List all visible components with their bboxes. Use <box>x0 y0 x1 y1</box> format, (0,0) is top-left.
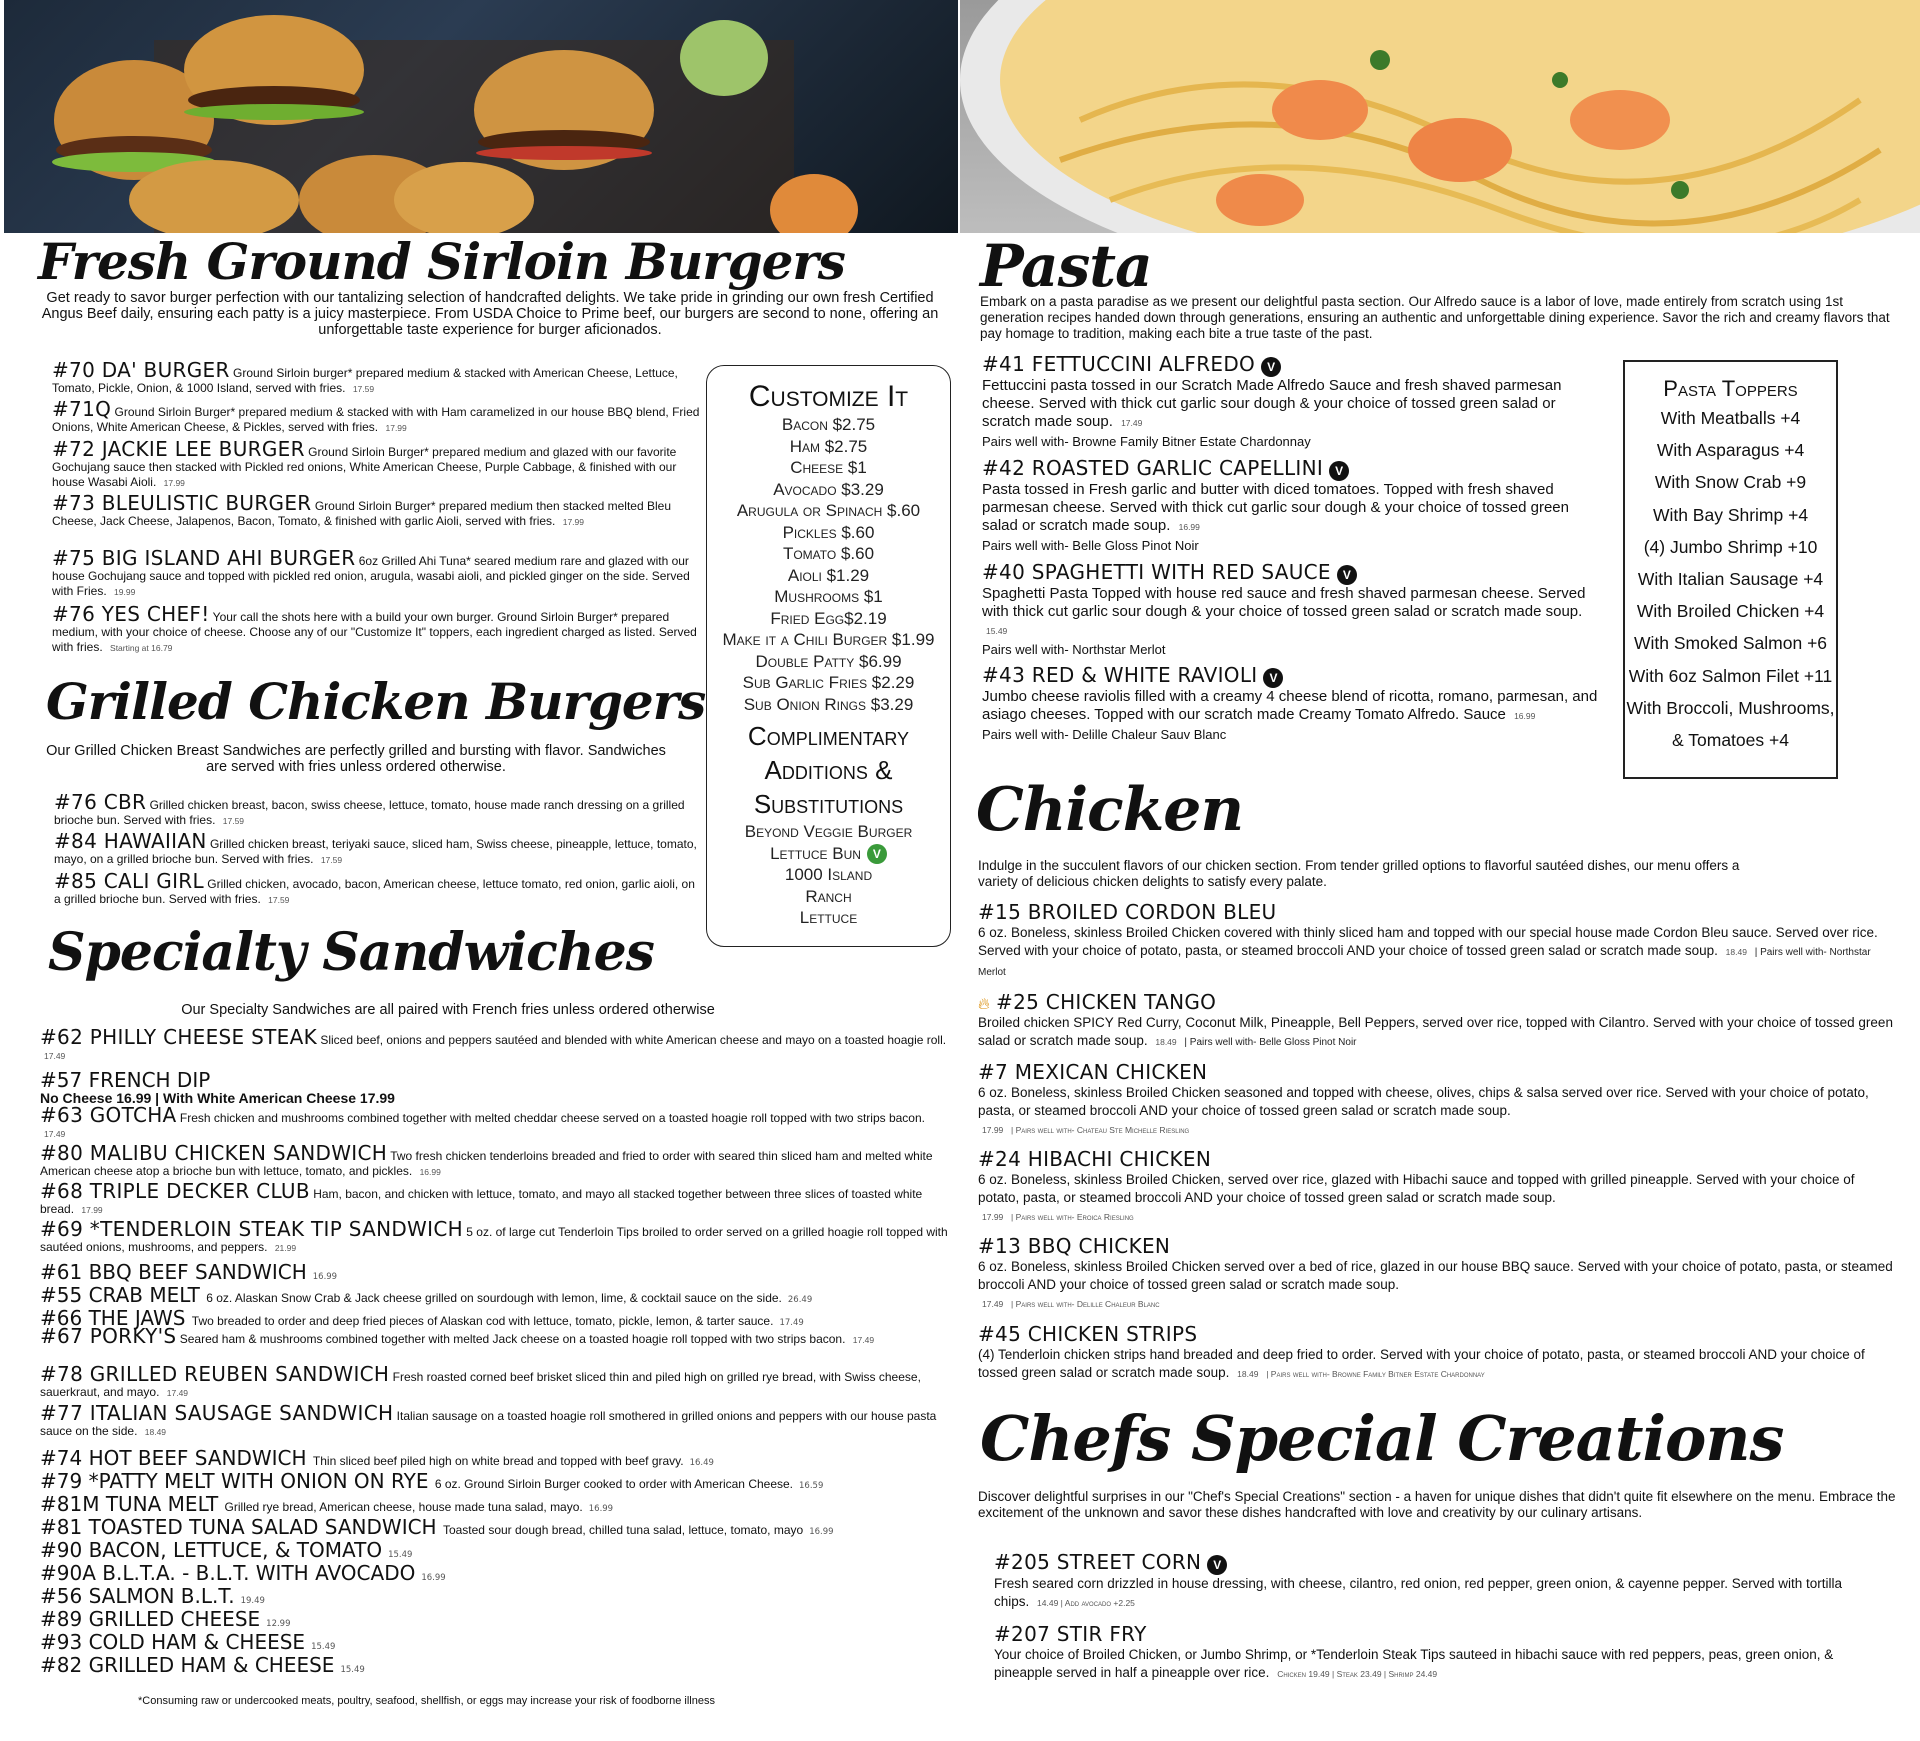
item-price: Chicken 19.49 | Steak 23.49 | Shrimp 24.49 <box>1277 1669 1438 1679</box>
item-pairing: | Pairs well with- Chateau Ste Michelle Riesling <box>1011 1125 1190 1135</box>
item-name: #81M TUNA MELT <box>40 1492 219 1516</box>
item-price: 16.99 <box>419 1167 441 1177</box>
menu-item <box>54 829 704 868</box>
item-price: 16.49 <box>689 1458 714 1468</box>
menu-item <box>40 1217 950 1256</box>
pasta-toppers-box <box>1623 360 1838 779</box>
item-name: #66 THE JAWS <box>40 1306 186 1330</box>
menu-item <box>52 491 702 530</box>
item-name: #69 *TENDERLOIN STEAK TIP SANDWICH <box>40 1217 463 1241</box>
item-name <box>978 990 1216 1014</box>
pasta-photo-illustration <box>960 0 1920 233</box>
item-desc: Grilled chicken, avocado, bacon, American cheese, lettuce tomato, red onion, garlic aioli, on a grilled brioche bun. Served with fries. <box>54 877 695 906</box>
item-name: #63 GOTCHA <box>40 1103 177 1127</box>
item-price: 19.99 <box>114 587 136 597</box>
item-desc: 6 oz. Boneless, skinless Broiled Chicken covered with thinly sliced ham and topped with our special house made Cordon Bleu sauce. Served over rice. Served with your choice of potato, pasta, or steamed broccoli AND your choice of tossed green salad or scratch made soup. <box>978 925 1878 958</box>
sandwiches-intro: Our Specialty Sandwiches are all paired with French fries unless ordered otherwise <box>181 1002 715 1018</box>
item-name: #42 ROASTED GARLIC CAPELLINI <box>982 456 1324 480</box>
veggie-icon: V <box>1337 565 1357 585</box>
item-name: #74 HOT BEEF SANDWICH <box>40 1446 307 1470</box>
item-name: #78 GRILLED REUBEN SANDWICH <box>40 1362 390 1386</box>
item-name: #61 BBQ BEEF SANDWICH <box>40 1260 307 1284</box>
item-desc: Your choice of Broiled Chicken, or Jumbo Shrimp, or *Tenderloin Steak Tips sauteed in hibachi sauce with red peppers, peas, green onion, & pineapple served in half a pineapple over rice. <box>994 1647 1834 1680</box>
complimentary-line: Ranch <box>805 886 852 906</box>
item-desc: 5 oz. of large cut Tenderloin Tips broiled to order served on a grilled hoagie roll topped with sautéed onions, mushrooms, and peppers. <box>40 1225 948 1254</box>
item-price: 16.99 <box>588 1504 614 1514</box>
burgers-title: Fresh Ground Sirloin Burgers <box>38 232 845 291</box>
item-price: 17.49 <box>1121 418 1143 429</box>
customize-line: Make it a Chili Burger $1.99 <box>722 630 935 649</box>
topper-option: With Italian Sausage +4 <box>1637 569 1824 590</box>
item-name-text: #25 CHICKEN TANGO <box>996 990 1217 1014</box>
item-price: 17.49 <box>852 1335 875 1345</box>
menu-item <box>978 1060 1898 1139</box>
menu-item <box>40 1324 940 1348</box>
item-price: 19.49 <box>240 1596 265 1606</box>
item-price: 16.59 <box>799 1481 824 1491</box>
item-desc: Fettuccini pasta tossed in our Scratch Made Alfredo Sauce and fresh shaved parmesan cheese. Served with thick cut garlic sour dough & your choice of tossed green salad or scratch made soup. <box>982 377 1562 431</box>
menu-item <box>978 990 1898 1052</box>
pasta-photo <box>960 0 1920 233</box>
menu-item <box>52 602 702 656</box>
complimentary-title: Complimentary Additions & Substitutions <box>747 721 910 819</box>
menu-item <box>982 456 1602 555</box>
item-name: #89 GRILLED CHEESE <box>40 1607 261 1631</box>
item-name: #13 BBQ CHICKEN <box>978 1234 1171 1258</box>
item-price: 17.59 <box>268 895 290 905</box>
menu-item <box>982 352 1602 451</box>
customize-line: Ham $2.75 <box>789 436 868 456</box>
menu-item <box>40 1492 613 1516</box>
item-price: 17.59 <box>352 384 375 394</box>
item-name: #82 GRILLED HAM & CHEESE <box>40 1653 335 1677</box>
item-name: #75 BIG ISLAND AHI BURGER <box>52 546 356 570</box>
item-desc: Ground Sirloin Burger* prepared medium and glazed with our favorite Gochujang sauce then stacked with Pickled red onions, White American Cheese, Purple Cabbage, & finished with our house Wasabi Aioli. <box>52 445 677 489</box>
item-price: 17.99 <box>385 423 407 433</box>
item-desc: Fresh chicken and mushrooms combined together with melted cheddar cheese served on a toasted hoagie roll topped with two strips bacon. <box>179 1111 925 1125</box>
menu-item <box>982 663 1602 744</box>
item-pairing: | Pairs well with- Belle Gloss Pinot Noir <box>1184 1037 1357 1048</box>
customize-line: Mushrooms $1 <box>774 587 883 606</box>
menu-item <box>40 1653 365 1677</box>
item-desc: Italian sausage on a toasted hoagie roll smothered in grilled onions and peppers with our house pasta sauce on the side. <box>40 1409 937 1438</box>
item-desc: Toasted sour dough bread, chilled tuna salad, lettuce, tomato, mayo <box>442 1523 804 1537</box>
item-price: 15.49 <box>340 1665 365 1675</box>
topper-option: With Bay Shrimp +4 <box>1652 504 1809 525</box>
burger-photo-illustration <box>4 0 958 233</box>
menu-item <box>40 1607 291 1631</box>
item-desc: Jumbo cheese raviolis filled with a creamy 4 cheese blend of ricotta, romano, parmesan, and asiago cheeses. Topped with our scratch made Creamy Tomato Alfredo. Sauce <box>982 688 1598 724</box>
item-name: #41 FETTUCCINI ALFREDO <box>982 352 1256 376</box>
item-name: #71Q <box>52 397 112 421</box>
topper-option: With Broccoli, Mushrooms, <box>1626 697 1835 718</box>
menu-item <box>52 397 702 436</box>
item-name: #7 MEXICAN CHICKEN <box>978 1060 1208 1084</box>
foodborne-illness-disclaimer: *Consuming raw or undercooked meats, poultry, seafood, shellfish, or eggs may increase your risk of foodborne illness <box>138 1695 715 1707</box>
burgers-intro: Get ready to savor burger perfection with our tantalizing selection of handcrafted delights. We take pride in grinding our own fresh Certified Angus Beef daily, ensuring each patty is a juicy masterpiece. From USDA Choice to Prime beef, our burgers are second to none, offering an unforgettable taste experience for burger aficionados. <box>41 290 939 338</box>
complimentary-line: Beyond Veggie Burger <box>744 822 913 841</box>
item-desc: (4) Tenderloin chicken strips hand breaded and deep fried to order. Served with your choice of potato, pasta, or steamed broccoli AND your choice of tossed green salad or scratch made soup. <box>978 1347 1865 1380</box>
item-desc: Fresh seared corn drizzled in house dressing, with cheese, cilantro, red onion, red pepper, green onion, & cayenne pepper. Served with tortilla chips. <box>994 1576 1842 1610</box>
menu-item <box>54 790 704 829</box>
item-desc: Ground Sirloin burger* prepared medium & stacked with American Cheese, Lettuce, Tomato, Pickle, Onion, & 1000 Island, served with fries. <box>52 366 678 395</box>
item-desc: Ground Sirloin Burger* prepared medium & stacked with with Ham caramelized in our house BBQ blend, Fried Onions, White American Cheese, & Pickles, served with fries. <box>52 405 700 434</box>
item-name: #81 TOASTED TUNA SALAD SANDWICH <box>40 1515 437 1539</box>
item-name: #72 JACKIE LEE BURGER <box>52 437 305 461</box>
topper-option: With Asparagus +4 <box>1656 440 1805 461</box>
customize-line: Sub Onion Rings $3.29 <box>743 694 914 714</box>
chicken-title: Chicken <box>976 775 1244 845</box>
item-name: #84 HAWAIIAN <box>54 829 207 853</box>
menu-item <box>40 1401 950 1440</box>
chicken-burgers-intro: Our Grilled Chicken Breast Sandwiches are perfectly grilled and bursting with flavor. Sandwiches are served with fries unless ordered otherwise. <box>46 743 666 775</box>
complimentary-line <box>707 843 950 865</box>
spicy-icon: 🔥︎ <box>978 994 991 1013</box>
customize-line: Pickles $.60 <box>782 522 875 542</box>
item-desc: Ham, bacon, and chicken with lettuce, tomato, and mayo all stacked together between three slices of toasted white bread. <box>40 1187 923 1216</box>
item-name: #55 CRAB MELT <box>40 1283 200 1307</box>
menu-item <box>40 1561 446 1585</box>
customize-line: Double Patty $6.99 <box>755 651 902 671</box>
item-price: 18.49 <box>144 1427 167 1437</box>
item-price: 18.49 <box>1155 1037 1177 1047</box>
right-page <box>960 0 1920 1741</box>
customize-line: Cheese $1 <box>790 458 867 477</box>
item-price: 15.49 <box>986 626 1008 637</box>
item-desc: Grilled chicken breast, teriyaki sauce, sliced ham, Swiss cheese, pineapple, lettuce, tomato, mayo, on a grilled brioche bun. Served with fries. <box>54 837 697 866</box>
item-name: #40 SPAGHETTI WITH RED SAUCE <box>982 560 1331 584</box>
item-price: 17.49 <box>44 1051 66 1061</box>
item-desc: Seared ham & mushrooms combined together with melted Jack cheese on a toasted hoagie roll topped with two strips bacon. <box>179 1332 846 1346</box>
customize-line: Bacon $2.75 <box>781 415 876 434</box>
menu-item <box>994 1550 1874 1612</box>
menu-item <box>40 1584 265 1608</box>
menu-item <box>982 560 1602 659</box>
item-name: #43 RED & WHITE RAVIOLI <box>982 663 1258 687</box>
customize-line: Arugula or Spinach $.60 <box>736 501 921 520</box>
item-name: #15 BROILED CORDON BLEU <box>978 900 1277 924</box>
item-price: 15.49 <box>388 1550 413 1560</box>
chefs-intro: Discover delightful surprises in our "Chef's Special Creations" section - a haven for unique dishes that didn't quite fit elsewhere on the menu. Embrace the excitement of the unknown and savor these dishes handcrafted with love and creativity by our culinary artisans. <box>978 1489 1896 1520</box>
item-name: #73 BLEULISTIC BURGER <box>52 491 312 515</box>
item-price: 17.49 <box>779 1318 804 1328</box>
item-desc: 6oz Grilled Ahi Tuna* seared medium rare and glazed with our house Gochujang sauce and topped with pickled red onion, arugula, wasabi aioli, and pickled ginger on the side. Served with Fries. <box>52 554 690 598</box>
item-price: 15.49 <box>311 1642 336 1652</box>
pasta-title: Pasta <box>980 232 1152 300</box>
item-desc: 6 oz. Boneless, skinless Broiled Chicken, served over rice, glazed with Hibachi sauce and topped with grilled pineapple. Served with your choice of potato, pasta, or steamed broccoli AND your choice of tossed green salad or scratch made soup. <box>978 1172 1855 1205</box>
item-pairing: | Pairs well with- Eroica Riesling <box>1011 1212 1134 1222</box>
item-price: 17.59 <box>222 816 245 826</box>
item-desc: Ground Sirloin Burger* prepared medium then stacked melted Bleu Cheese, Jack Cheese, Jalapenos, Bacon, Tomato, & finished with garlic Aioli, served with fries. <box>52 499 672 528</box>
veggie-icon: V <box>1329 461 1349 481</box>
veggie-icon: V <box>1263 668 1283 688</box>
item-price: Starting at 16.79 <box>110 643 173 653</box>
item-price: 16.99 <box>312 1272 338 1282</box>
item-price: 16.99 <box>1178 522 1200 533</box>
menu-item <box>40 1469 823 1493</box>
topper-option: With 6oz Salmon Filet +11 <box>1628 665 1833 686</box>
item-desc: Grilled rye bread, American cheese, house made tuna salad, mayo. <box>224 1500 583 1514</box>
menu-item <box>40 1515 834 1539</box>
item-price: 17.99 <box>163 478 185 488</box>
burger-photo <box>4 0 958 233</box>
customize-line: Aioli $1.29 <box>787 565 870 585</box>
menu-item <box>40 1179 950 1218</box>
item-pairing: Pairs well with- Browne Family Bitner Estate Chardonnay <box>982 434 1311 450</box>
item-name: #77 ITALIAN SAUSAGE SANDWICH <box>40 1401 394 1425</box>
topper-option: With Broiled Chicken +4 <box>1636 601 1825 622</box>
item-name: #207 STIR FRY <box>994 1622 1147 1646</box>
item-price: 12.99 <box>266 1619 291 1629</box>
veggie-icon: V <box>1261 357 1281 377</box>
menu-item <box>40 1141 950 1180</box>
item-price: 16.99 <box>809 1527 834 1537</box>
item-desc: Pasta tossed in Fresh garlic and butter with diced tomatoes. Topped with fresh shaved parmesan cheese. Served with thick cut garlic sour dough & your choice of tossed green salad or scratch made soup. <box>982 481 1569 535</box>
item-price: 17.59 <box>320 855 343 865</box>
item-price: 17.99 <box>81 1205 103 1215</box>
customize-it-box <box>706 365 951 947</box>
topper-option: With Snow Crab +9 <box>1654 472 1807 493</box>
customize-line: Fried Egg$2.19 <box>770 608 887 628</box>
pasta-intro: Embark on a pasta paradise as we present our delightful pasta section. Our Alfredo sauce is a labor of love, made entirely from scratch using 1st generation recipes handed down through generations, ensuring an authentic and unforgettable dining experience. Savor the rich and creamy flavors that pay homage to tradition, making each bite a true taste of the past. <box>980 294 1890 341</box>
menu-item <box>978 1322 1898 1383</box>
item-desc: Thin sliced beef piled high on white bread and topped with beef gravy. <box>312 1454 684 1468</box>
complimentary-line: 1000 Island <box>784 865 873 885</box>
item-name: #24 HIBACHI CHICKEN <box>978 1147 1212 1171</box>
menu-item <box>52 546 702 600</box>
item-price: 16.99 <box>421 1573 446 1583</box>
menu-item <box>978 900 1898 982</box>
menu-item <box>40 1630 335 1654</box>
item-desc: 6 oz. Alaskan Snow Crab & Jack cheese grilled on sourdough with lemon, lime, & cocktail sauce on the side. <box>206 1291 782 1305</box>
item-price: 18.49 <box>1237 1369 1259 1379</box>
chicken-intro: Indulge in the succulent flavors of our chicken section. From tender grilled options to flavorful sautéed dishes, our menu offers a variety of delicious chicken delights to satisfy every palate. <box>978 858 1740 889</box>
menu-item <box>52 358 702 397</box>
item-desc: Grilled chicken breast, bacon, swiss cheese, lettuce, tomato, house made ranch dressing on a grilled brioche bun. Served with fries. <box>54 798 685 827</box>
veggie-icon: V <box>1207 1555 1227 1575</box>
item-name: #93 COLD HAM & CHEESE <box>40 1630 306 1654</box>
item-price: 21.99 <box>274 1243 297 1253</box>
item-price: 16.99 <box>1514 711 1536 722</box>
menu-item <box>54 869 704 908</box>
menu-item <box>52 437 702 491</box>
item-name: #85 CALI GIRL <box>54 869 204 893</box>
topper-option: With Smoked Salmon +6 <box>1633 633 1828 654</box>
french-dip-options: No Cheese 16.99 | With White American Cheese 17.99 <box>40 1090 395 1106</box>
item-name: #79 *PATTY MELT WITH ONION ON RYE <box>40 1469 429 1493</box>
item-desc: Fresh roasted corned beef brisket sliced thin and piled high on grilled rye bread, with Swiss cheese, sauerkraut, and mayo. <box>40 1370 921 1399</box>
item-pairing: Pairs well with- Northstar Merlot <box>982 642 1166 658</box>
customize-line: Tomato $.60 <box>782 544 875 563</box>
customize-line: Avocado $3.29 <box>773 479 884 499</box>
item-name: #68 TRIPLE DECKER CLUB <box>40 1179 310 1203</box>
item-desc: Two breaded to order and deep fried pieces of Alaskan cod with lettuce, tomato, pickle, lemon, & tarter sauce. <box>191 1314 774 1328</box>
item-desc: Sliced beef, onions and peppers sautéed and blended with white American cheese and mayo on a toasted hoagie roll. <box>320 1033 947 1047</box>
item-price: 17.49 <box>982 1299 1004 1309</box>
item-name: #76 CBR <box>54 790 147 814</box>
item-name: #90A B.L.T.A. - B.L.T. WITH AVOCADO <box>40 1561 416 1585</box>
item-price: 26.49 <box>787 1295 813 1305</box>
item-name: #205 STREET CORN <box>994 1550 1202 1574</box>
menu-item <box>40 1362 950 1401</box>
item-price: 14.49 | Add avocado +2.25 <box>1037 1598 1135 1609</box>
item-name: #67 PORKY'S <box>40 1324 177 1348</box>
menu-item <box>978 1234 1898 1313</box>
item-desc: Two fresh chicken tenderloins breaded and fried to order with seared thin sliced ham and melted white American cheese atop a brioche bun with lettuce, tomato, and pickles. <box>40 1149 933 1178</box>
menu-item <box>40 1103 950 1142</box>
item-name: #80 MALIBU CHICKEN SANDWICH <box>40 1141 388 1165</box>
menu-item <box>978 1147 1898 1226</box>
item-pairing: Pairs well with- Delille Chaleur Sauv Blanc <box>982 727 1227 743</box>
menu-item <box>40 1446 714 1470</box>
item-price: 18.49 <box>1725 947 1747 957</box>
topper-option: With Meatballs +4 <box>1660 408 1801 428</box>
pasta-toppers-title: Pasta Toppers <box>1663 376 1798 401</box>
sandwiches-title: Specialty Sandwiches <box>48 922 654 983</box>
item-name: #62 PHILLY CHEESE STEAK <box>40 1025 317 1049</box>
item-price: 17.49 <box>166 1388 189 1398</box>
menu-item <box>40 1538 412 1562</box>
complimentary-line: Lettuce <box>799 908 858 928</box>
complimentary-line-text: Lettuce Bun <box>770 843 861 863</box>
veggie-icon: V <box>867 844 887 864</box>
menu-item <box>994 1622 1874 1683</box>
item-desc: Broiled chicken SPICY Red Curry, Coconut Milk, Pineapple, Bell Peppers, served over rice, topped with Cilantro. Served with your choice of tossed green salad or scratch made soup. <box>978 1015 1893 1048</box>
item-desc: 6 oz. Boneless, skinless Broiled Chicken seasoned and topped with cheese, olives, chips & salsa served over rice. Served with your choice of potato, pasta, or steamed broccoli AND your choice of tossed green salad or scratch made soup. <box>978 1085 1869 1118</box>
item-pairing: Pairs well with- Belle Gloss Pinot Noir <box>982 538 1199 554</box>
item-desc: Spaghetti Pasta Topped with house red sauce and fresh shaved parmesan cheese. Served with thick cut garlic sour dough & your choice of tossed green salad or scratch made soup. <box>982 585 1586 621</box>
item-name: #70 DA' BURGER <box>52 358 230 382</box>
item-name: #45 CHICKEN STRIPS <box>978 1322 1198 1346</box>
item-name: #56 SALMON B.L.T. <box>40 1584 235 1608</box>
item-pairing: | Pairs well with- Northstar Merlot <box>978 947 1871 978</box>
menu-item <box>40 1283 812 1307</box>
item-desc: 6 oz. Boneless, skinless Broiled Chicken served over a bed of rice, glazed in our house BBQ sauce. Served with your choice of potato, pasta, or steamed broccoli AND your choice of tossed green salad or scratch made soup. <box>978 1259 1893 1292</box>
topper-option: (4) Jumbo Shrimp +10 <box>1643 536 1818 557</box>
item-pairing: | Pairs well with- Browne Family Bitner Estate Chardonnay <box>1266 1369 1485 1379</box>
item-name: #57 FRENCH DIP <box>40 1068 211 1092</box>
customize-title: Customize It <box>748 380 909 413</box>
menu-item <box>40 1025 950 1064</box>
item-desc: Your call the shots here with a build your own burger. Ground Sirloin Burger* prepared medium, with your choice of cheese. Choose any of our "Customize It" toppers, each ingredient charged as listed. Served with fries. <box>52 610 697 654</box>
item-price: 17.99 <box>562 517 584 527</box>
item-desc: 6 oz. Ground Sirloin Burger cooked to order with American Cheese. <box>434 1477 794 1491</box>
item-name: #90 BACON, LETTUCE, & TOMATO <box>40 1538 383 1562</box>
chefs-title: Chefs Special Creations <box>980 1402 1784 1475</box>
topper-option: & Tomatoes +4 <box>1672 730 1789 751</box>
chicken-burgers-title: Grilled Chicken Burgers <box>46 672 706 731</box>
item-name: #76 YES CHEF! <box>52 602 210 626</box>
item-price: 17.99 <box>982 1125 1004 1135</box>
customize-line: Sub Garlic Fries $2.29 <box>742 673 915 692</box>
menu-item <box>40 1260 337 1284</box>
item-price: 17.49 <box>44 1129 66 1139</box>
item-pairing: | Pairs well with- Delille Chaleur Blanc <box>1011 1299 1160 1309</box>
item-price: 17.99 <box>982 1212 1004 1222</box>
